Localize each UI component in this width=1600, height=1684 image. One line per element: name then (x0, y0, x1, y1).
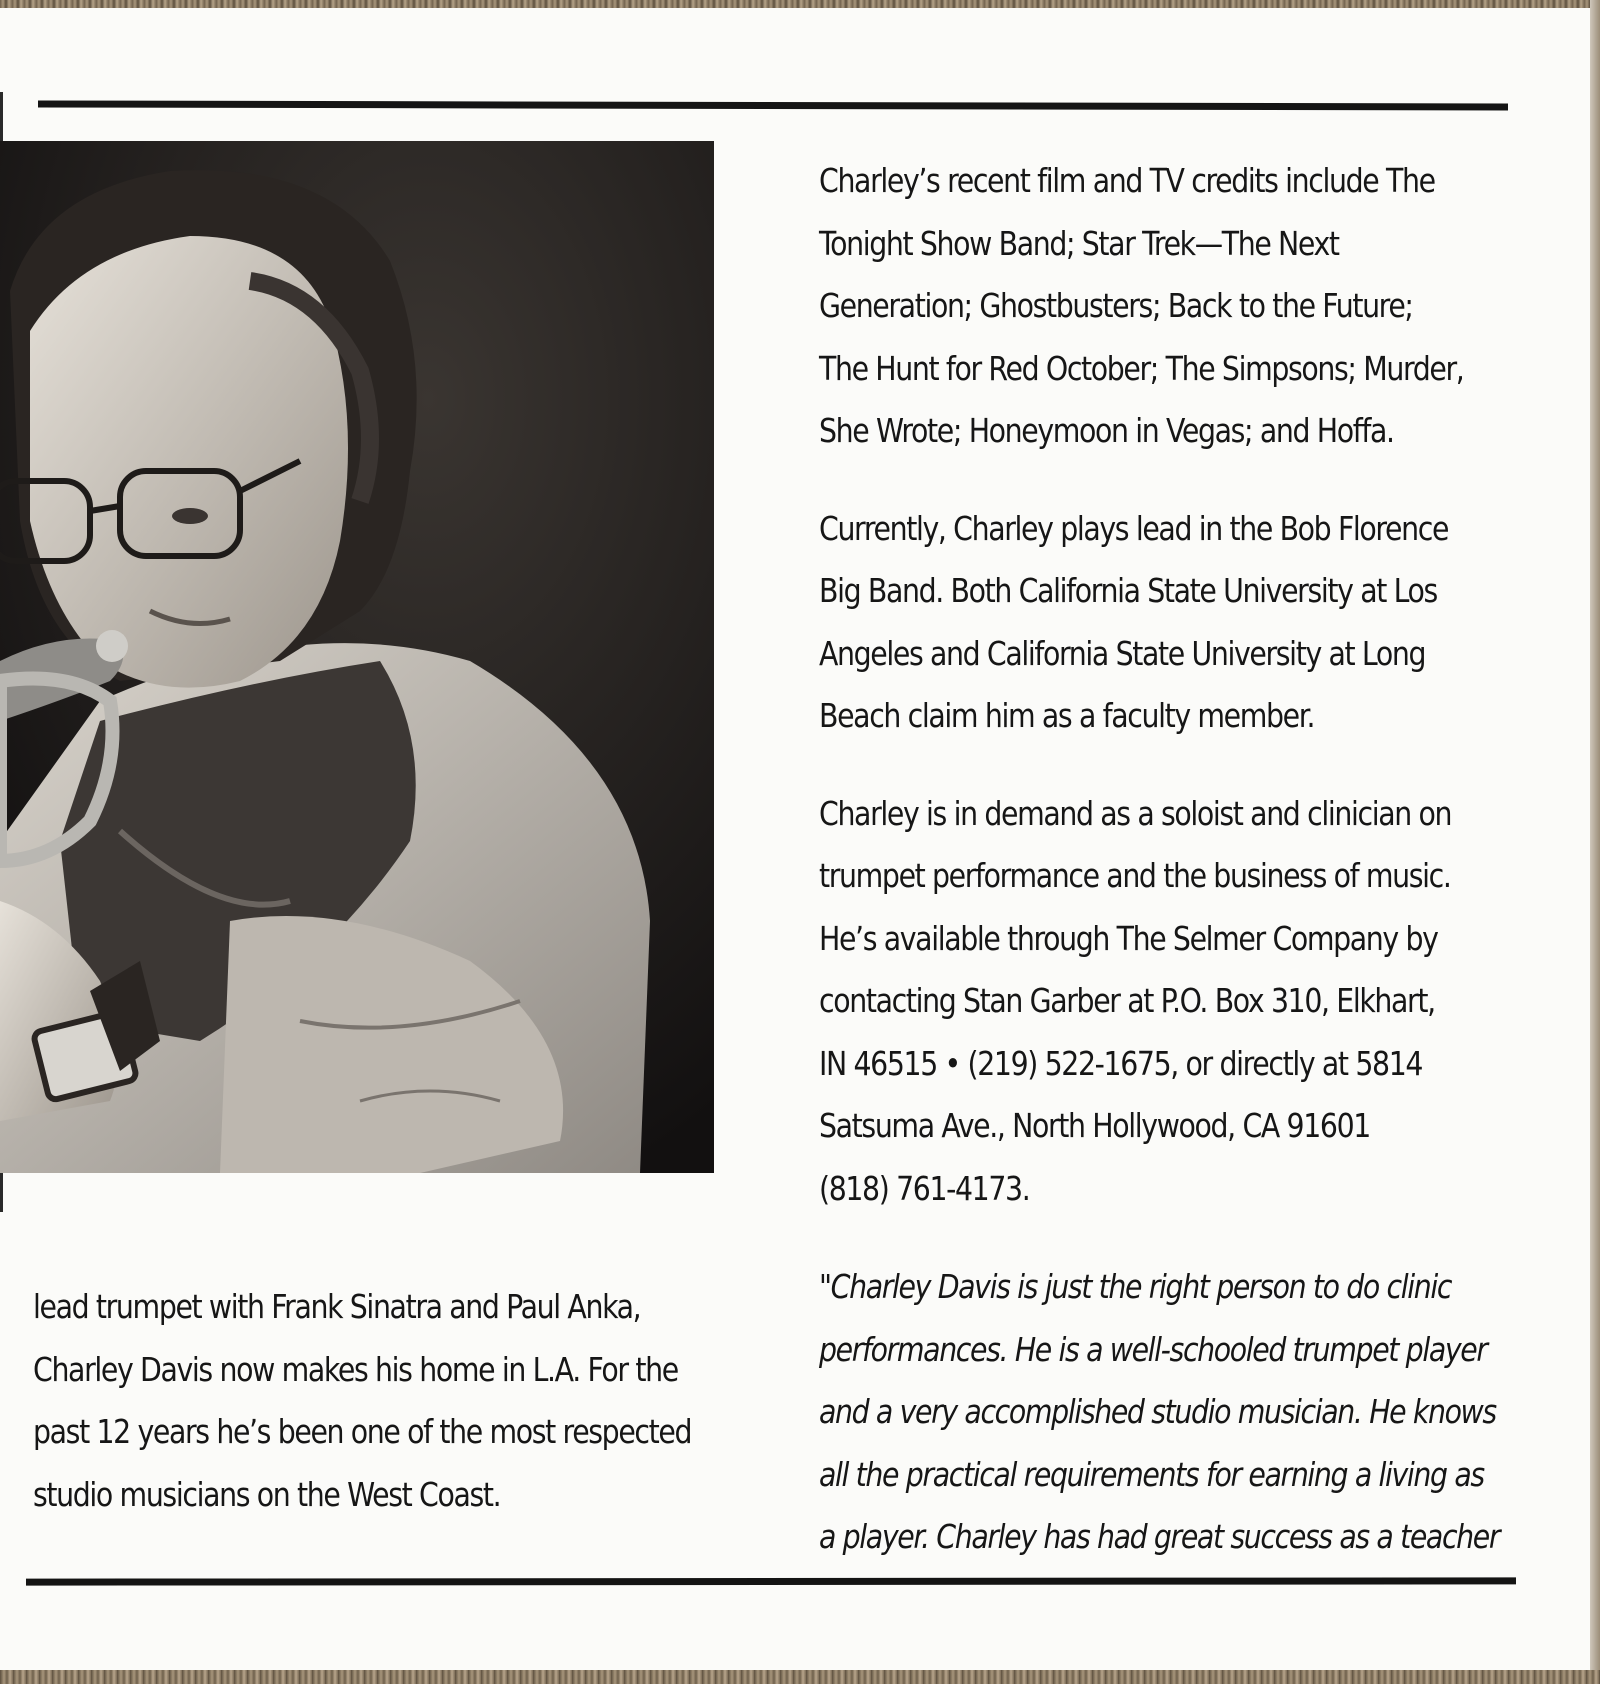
paragraph-line: Currently, Charley plays lead in the Bob Florence (819, 508, 1449, 548)
paragraph-line: contacting Stan Garber at P.O. Box 310, Elkhart, (819, 981, 1435, 1020)
paragraph-line: (818) 761-4173. (819, 1168, 1030, 1208)
paragraph-line: Big Band. Both California State University at Los (819, 571, 1437, 610)
quote-line: all the practical requirements for earning a living as (819, 1454, 1484, 1494)
paragraph-line: lead trumpet with Frank Sinatra and Paul Anka, (33, 1287, 641, 1326)
paragraph-line: Beach claim him as a faculty member. (819, 696, 1315, 735)
right-column (819, 150, 1539, 1569)
paragraph-line: Angeles and California State University at Long (819, 633, 1426, 673)
booklet-page (0, 8, 1590, 1672)
paragraph-line: IN 46515 • (219) 522-1675, or directly at 5814 (819, 1043, 1423, 1083)
quote-line: performances. He is a well-schooled trumpet player (819, 1329, 1487, 1369)
paragraph-line: Generation; Ghostbusters; Back to the Future; (819, 286, 1413, 325)
bottom-texture-strip (0, 1670, 1600, 1684)
paragraph-line: The Hunt for Red October; The Simpsons; Murder, (819, 348, 1464, 388)
paragraph-line: studio musicians on the West Coast. (33, 1474, 501, 1514)
paragraph-line: Charley’s recent film and TV credits include The (819, 161, 1435, 200)
testimonial-quote (819, 1256, 1500, 1569)
current-position-paragraph (819, 498, 1490, 748)
paragraph-line: Tonight Show Band; Star Trek—The Next (819, 223, 1339, 263)
top-rule (38, 100, 1508, 110)
left-column (33, 1276, 733, 1526)
quote-line: a player. Charley has had great success as a teacher (819, 1517, 1500, 1556)
trumpet-player-photo (0, 141, 714, 1173)
bottom-rule (26, 1577, 1516, 1585)
paragraph-line: She Wrote; Honeymoon in Vegas; and Hoffa. (819, 411, 1394, 450)
biography-paragraph (33, 1276, 695, 1526)
contact-paragraph (819, 783, 1490, 1221)
quote-line: "Charley Davis is just the right person to do clinic (819, 1267, 1452, 1306)
photo-illustration (0, 141, 714, 1173)
paragraph-line: He’s available through The Selmer Company by (819, 918, 1438, 958)
quote-line: and a very accomplished studio musician. He knows (819, 1392, 1496, 1431)
paragraph-line: Charley is in demand as a soloist and clinician on (819, 793, 1452, 833)
paragraph-line: trumpet performance and the business of music. (819, 856, 1451, 895)
right-edge-strip (1590, 0, 1600, 1684)
paragraph-line: Charley Davis now makes his home in L.A. For the (33, 1349, 678, 1389)
paragraph-line: past 12 years he’s been one of the most respected (33, 1412, 692, 1451)
film-tv-credits-paragraph (819, 150, 1490, 463)
paragraph-line: Satsuma Ave., North Hollywood, CA 91601 (819, 1106, 1370, 1145)
